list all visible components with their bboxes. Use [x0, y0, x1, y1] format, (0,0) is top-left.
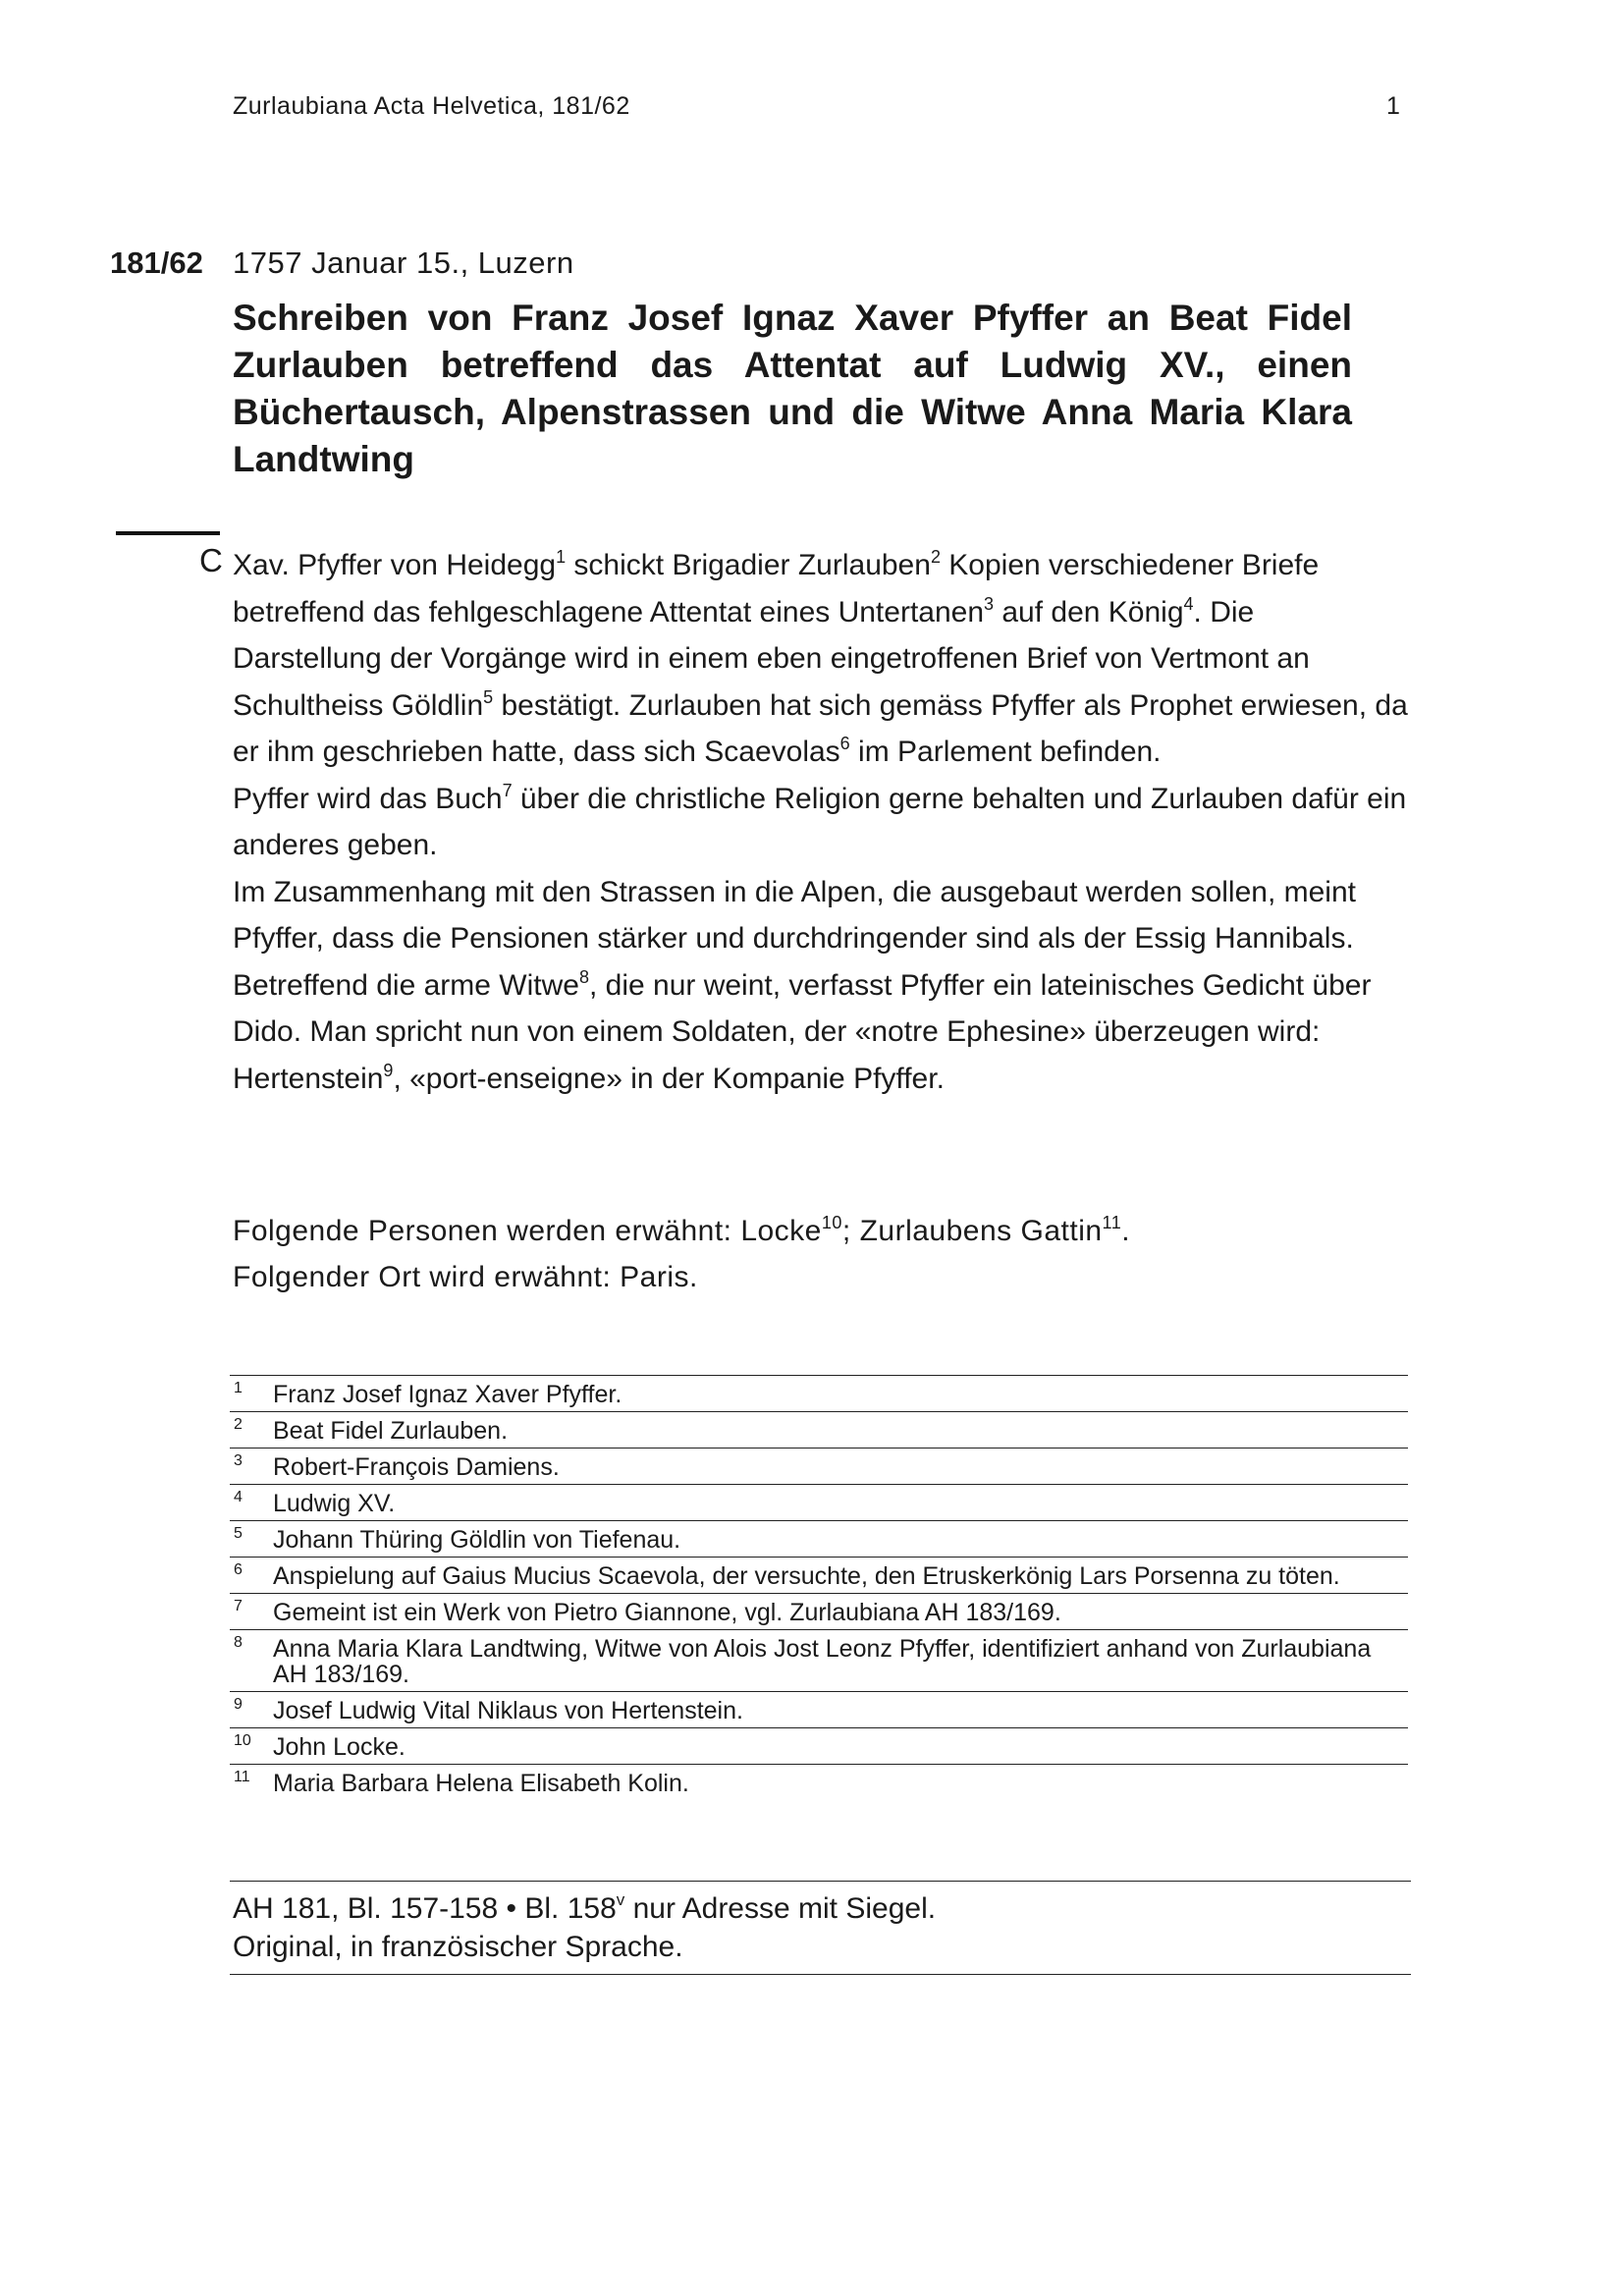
footnote-number: 11	[234, 1769, 250, 1785]
footnote-number: 6	[234, 1561, 243, 1578]
footnote-ref[interactable]: 7	[502, 780, 513, 800]
persons-mentioned: Folgende Personen werden erwähnt: Locke$^{10}$; Zurlaubens Gattin$^{11}$.	[233, 1213, 1131, 1247]
footnote-item	[230, 1448, 1408, 1484]
footnote-item	[230, 1520, 1408, 1557]
footnote-item	[230, 1629, 1408, 1691]
source-reference: AH 181, Bl. 157-158 • Bl. 158$^v$ nur Adresse mit Siegel.	[233, 1890, 937, 1925]
summary-paragraph: Im Zusammenhang mit den Strassen in die Alpen, die ausgebaut werden sollen, meint Pfyffer, dass die Pensionen stärker und durchdringender sind als der Essig Hannibals.	[233, 875, 1356, 955]
footnote-item	[230, 1593, 1408, 1629]
page-number: 1	[1386, 92, 1400, 120]
footnote-text: Josef Ludwig Vital Niklaus von Hertenstein.	[273, 1697, 743, 1724]
footnote-item	[230, 1375, 1408, 1411]
footnote-text: Beat Fidel Zurlauben.	[273, 1417, 509, 1445]
footnote-text: Robert-François Damiens.	[273, 1453, 560, 1481]
source-block	[230, 1881, 1411, 1975]
footnote-ref[interactable]: 2	[930, 547, 941, 567]
footnote-item	[230, 1727, 1408, 1764]
footnote-ref[interactable]: 11	[1102, 1213, 1122, 1232]
footnote-text: Anna Maria Klara Landtwing, Witwe von Alois Jost Leonz Pfyffer, identifiziert anhand von Zurlaubiana AH 183/169.	[273, 1635, 1372, 1688]
document-date-place: 1757 Januar 15., Luzern	[233, 246, 574, 280]
footnote-number: 2	[234, 1416, 243, 1433]
footnote-number: 3	[234, 1452, 243, 1469]
footnote-number: 10	[234, 1732, 251, 1749]
section-divider	[116, 531, 220, 535]
footnote-item	[230, 1484, 1408, 1520]
summary-paragraph: Pyffer wird das Buch$^7$ über die christliche Religion gerne behalten und Zurlauben dafür ein anderes geben.	[233, 780, 1407, 861]
footnote-text: Anspielung auf Gaius Mucius Scaevola, der versuchte, den Etruskerkönig Lars Porsenna zu töten.	[273, 1562, 1340, 1590]
document-number: 181/62	[110, 246, 203, 280]
mentions-block	[233, 1208, 1130, 1300]
footnote-number: 4	[234, 1489, 243, 1505]
footnote-text: Gemeint ist ein Werk von Pietro Giannone, vgl. Zurlaubiana AH 183/169.	[273, 1599, 1061, 1626]
footnote-number: 8	[234, 1634, 243, 1651]
footnote-ref[interactable]: 10	[821, 1213, 842, 1232]
footnote-ref[interactable]: 5	[483, 686, 494, 707]
footnote-number: 1	[234, 1380, 243, 1396]
places-mentioned: Folgender Ort wird erwähnt: Paris.	[233, 1261, 698, 1293]
footnote-text: Johann Thüring Göldlin von Tiefenau.	[273, 1526, 681, 1554]
source-language: Original, in französischer Sprache.	[233, 1931, 683, 1963]
footnote-ref[interactable]: 9	[383, 1060, 394, 1080]
footnote-text: Franz Josef Ignaz Xaver Pfyffer.	[273, 1381, 622, 1408]
footnote-ref[interactable]: 6	[839, 734, 850, 753]
footnote-item	[230, 1764, 1408, 1800]
footnote-item	[230, 1411, 1408, 1448]
footnote-text: John Locke.	[273, 1733, 406, 1761]
footnote-text: Maria Barbara Helena Elisabeth Kolin.	[273, 1770, 689, 1797]
summary-paragraph: Xav. Pfyffer von Heidegg$^1$ schickt Brigadier Zurlauben$^2$ Kopien verschiedener Briefe betreffend das fehlgeschlagene Attentat eines Untertanen$^3$ auf den König$^4$. Die Darstellung der Vorgänge wird in einem eben eingetroffenen Brief von Vertmont an Schultheiss Göldlin$^5$ bestätigt. Zurlauben hat sich gemäss Pfyffer als Prophet erwiesen, da er ihm geschrieben hatte, dass sich Scaevolas$^6$ im Parlement befinden.	[233, 547, 1408, 768]
footnote-item	[230, 1557, 1408, 1593]
summary-paragraph: Betreffend die arme Witwe$^8$, die nur weint, verfasst Pfyffer ein lateinisches Gedicht über Dido. Man spricht nun von einem Soldaten, der «notre Ephesine» überzeugen wird: Hertenstein$^9$, «port-enseigne» in der Kompanie Pfyffer.	[233, 966, 1372, 1095]
summary-body	[233, 542, 1411, 1102]
footnotes-list	[230, 1375, 1408, 1800]
running-header: Zurlaubiana Acta Helvetica, 181/62	[233, 92, 630, 120]
footnote-number: 9	[234, 1696, 243, 1713]
footnote-item	[230, 1691, 1408, 1727]
footnote-number: 7	[234, 1598, 243, 1614]
footnote-ref[interactable]: 8	[578, 966, 589, 987]
footnote-number: 5	[234, 1525, 243, 1542]
section-letter: C	[199, 542, 223, 578]
footnote-ref[interactable]: 1	[556, 547, 567, 567]
footnote-text: Ludwig XV.	[273, 1490, 396, 1517]
document-title: Schreiben von Franz Josef Ignaz Xaver Pfyffer an Beat Fidel Zurlauben betreffend das Attentat auf Ludwig XV., einen Büchertausch, Alpenstrassen und die Witwe Anna Maria Klara Landtwing	[233, 298, 1352, 479]
footnote-ref[interactable]: 3	[984, 593, 995, 614]
footnote-ref[interactable]: 4	[1183, 593, 1194, 614]
